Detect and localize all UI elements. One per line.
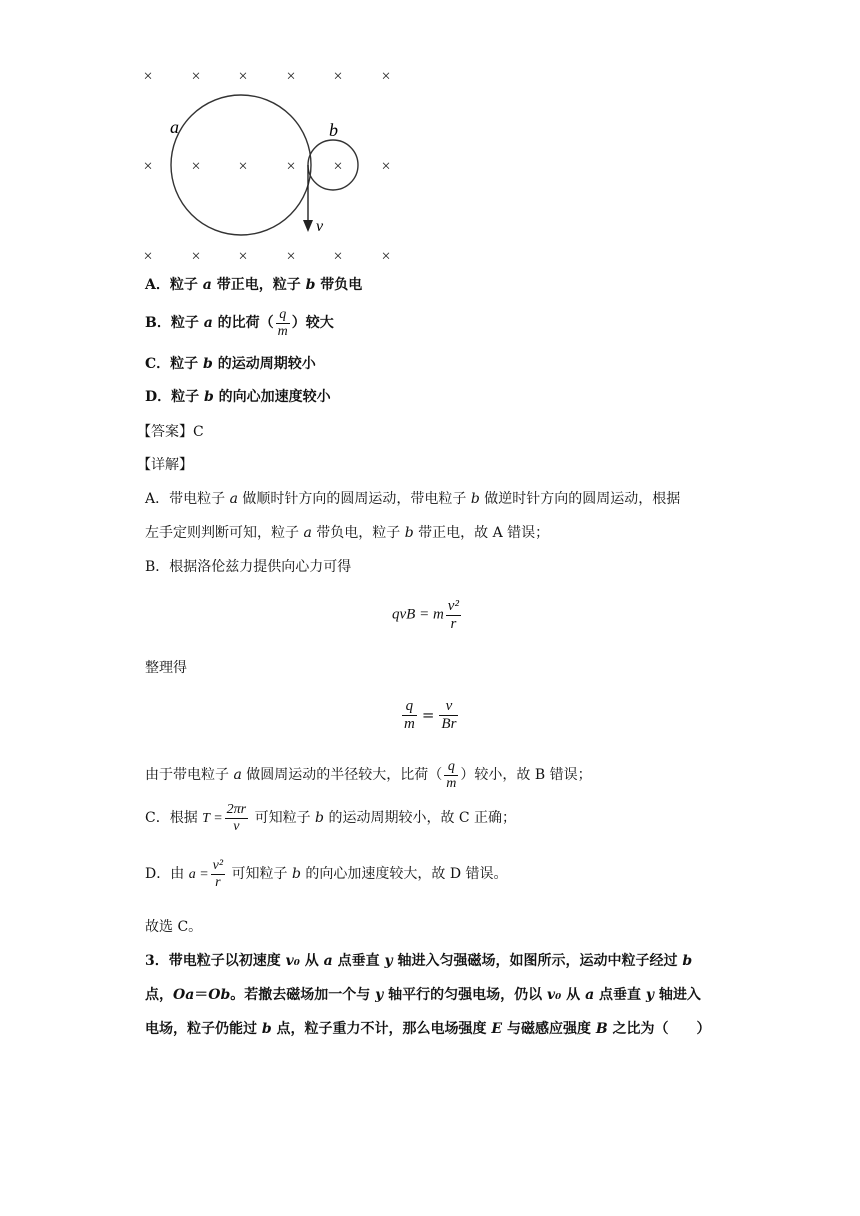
detail-d: D．由 a = $\frac{\text{v²}}{r}$ 可知粒子 b 的向心加速度较大，故 D 错误。: [145, 858, 508, 890]
detail-b-line1: B．根据洛伦兹力提供向心力可得: [145, 559, 352, 575]
label-b: b: [329, 120, 338, 140]
option-a: A．粒子 a 带正电，粒子 b 带负电: [145, 277, 363, 293]
question-3-line3: 电场，粒子仍能过 b 点，粒子重力不计，那么电场强度 E 与磁感应强度 B 之比为（ ）: [145, 1021, 711, 1037]
ratio-q-m: $\frac{q}{m}$: [277, 307, 288, 339]
field-cross: ×: [286, 68, 296, 85]
field-cross: ×: [333, 158, 343, 175]
field-cross: ×: [333, 68, 343, 85]
field-cross: ×: [381, 248, 391, 265]
field-cross: ×: [238, 68, 248, 85]
equation-lorentz: qvB = m $\frac{\text{v²}}{r}$: [392, 598, 459, 632]
detail-a-line1: A．带电粒子 a 做顺时针方向的圆周运动，带电粒子 b 做逆时针方向的圆周运动，根据: [145, 491, 681, 507]
detail-heading: 【详解】: [137, 457, 193, 473]
detail-a-line2: 左手定则判断可知，粒子 a 带负电，粒子 b 带正电，故 A 错误；: [145, 525, 550, 541]
label-v: v: [316, 218, 324, 235]
option-c: C．粒子 b 的运动周期较小: [145, 356, 316, 372]
field-cross: ×: [191, 248, 201, 265]
field-cross: ×: [191, 68, 201, 85]
field-cross: ×: [143, 158, 153, 175]
arrow-head: [303, 220, 313, 232]
detail-b-conclusion: 由于带电粒子 a 做圆周运动的半径较大，比荷（ $\frac{q}{m}$ ）较小，故 B 错误；: [145, 759, 592, 791]
field-cross: ×: [238, 248, 248, 265]
field-cross: ×: [333, 248, 343, 265]
field-cross: ×: [191, 158, 201, 175]
question-3-line1: 3．带电粒子以初速度 v₀ 从 a 点垂直 y 轴进入匀强磁场，如图所示，运动中粒子经过 b: [145, 953, 693, 969]
option-d: D．粒子 b 的向心加速度较小: [145, 389, 331, 405]
question-3-line2: 点，Oa＝Ob。若撤去磁场加一个与 y 轴平行的匀强电场，仍以 v₀ 从 a 点垂直 y 轴进入: [145, 987, 701, 1003]
field-cross: ×: [143, 68, 153, 85]
option-b: B．粒子 a 的比荷（ $\frac{q}{m}$ ）较大: [145, 307, 334, 339]
magnetic-field-crosses: [143, 68, 390, 265]
label-a: a: [170, 117, 179, 137]
field-cross: ×: [381, 158, 391, 175]
field-cross: ×: [286, 248, 296, 265]
field-cross: ×: [286, 158, 296, 175]
zhengli-text: 整理得: [145, 660, 187, 676]
detail-c: C．根据 T = $\frac{2\pi r}{v}$ 可知粒子 b 的运动周期较小，故 C 正确；: [145, 802, 517, 834]
equation-ratio: $\frac{q}{m}$ = $\frac{v}{Br}$: [404, 698, 457, 732]
field-cross: ×: [381, 68, 391, 85]
field-cross: ×: [238, 158, 248, 175]
answer: 【答案】C: [137, 424, 204, 440]
field-cross: ×: [143, 248, 153, 265]
magnetic-field-diagram: [0, 0, 860, 270]
conclusion: 故选 C。: [145, 919, 203, 935]
